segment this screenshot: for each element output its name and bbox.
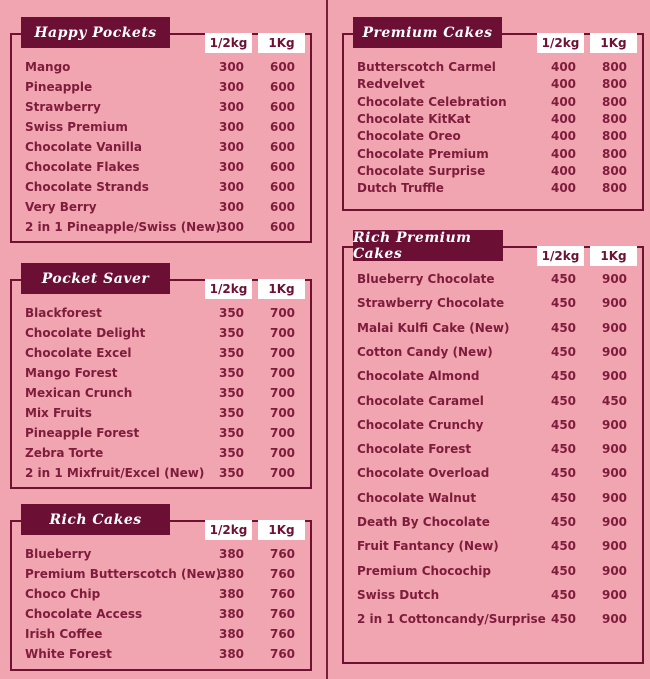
- price-half: 400: [550, 163, 577, 178]
- price-full: 800: [601, 146, 628, 161]
- price-full: 900: [601, 369, 628, 384]
- section-rich-premium-cakes: [342, 229, 644, 664]
- price-full: 900: [601, 612, 628, 627]
- menu-item: [10, 365, 312, 381]
- price-full: 800: [601, 77, 628, 92]
- price-half: 450: [550, 515, 577, 529]
- item-name: Chocolate Celebration: [357, 94, 507, 109]
- menu-item: [10, 546, 312, 562]
- price-half: 380: [218, 587, 245, 601]
- price-full: 800: [601, 129, 628, 144]
- price-full: 600: [269, 200, 296, 214]
- item-name: Strawberry: [25, 100, 101, 114]
- price-full: 600: [269, 60, 296, 74]
- price-full: 600: [269, 100, 296, 114]
- price-half: 450: [550, 466, 577, 481]
- item-name: Mango Forest: [25, 366, 118, 380]
- price-full: 760: [269, 547, 296, 561]
- menu-item: [10, 445, 312, 461]
- item-name: Fruit Fantancy (New): [357, 539, 499, 554]
- price-half: 350: [218, 406, 245, 420]
- item-name: Swiss Premium: [25, 120, 128, 134]
- price-half: 350: [218, 426, 245, 440]
- price-full: 900: [601, 320, 628, 335]
- price-half: 300: [218, 220, 245, 234]
- menu-item: [342, 490, 644, 506]
- menu-item: [342, 368, 644, 384]
- price-full: 600: [269, 180, 296, 194]
- menu-item: [342, 538, 644, 554]
- price-half: 380: [218, 607, 245, 621]
- menu-item: [10, 566, 312, 582]
- price-full: 900: [601, 490, 628, 505]
- column-header-half: 1/2kg: [205, 279, 252, 299]
- menu-item: [342, 111, 644, 127]
- price-full: 800: [601, 94, 628, 109]
- menu-item: [10, 139, 312, 155]
- price-half: 450: [550, 272, 577, 286]
- item-name: Chocolate Premium: [357, 146, 489, 161]
- price-half: 400: [550, 111, 577, 126]
- menu-item: [342, 128, 644, 144]
- item-name: Pineapple Forest: [25, 426, 140, 440]
- item-name: Chocolate Caramel: [357, 393, 484, 408]
- price-half: 300: [218, 60, 245, 74]
- price-full: 450: [601, 393, 628, 408]
- menu-item: [342, 271, 644, 287]
- menu-item: [342, 563, 644, 579]
- price-full: 700: [269, 386, 296, 400]
- item-name: 2 in 1 Cottoncandy/Surprise: [357, 612, 546, 627]
- item-name: Very Berry: [25, 200, 97, 214]
- column-header-full: 1Kg: [590, 33, 637, 53]
- menu-item: [10, 99, 312, 115]
- menu-item: [10, 59, 312, 75]
- price-half: 400: [550, 77, 577, 92]
- price-half: 300: [218, 160, 245, 174]
- price-full: 700: [269, 426, 296, 440]
- price-full: 900: [601, 272, 628, 286]
- price-half: 300: [218, 120, 245, 134]
- menu-item: [342, 393, 644, 409]
- item-name: Dutch Truffle: [357, 181, 444, 196]
- price-full: 900: [601, 563, 628, 578]
- price-half: 450: [550, 393, 577, 408]
- price-full: 600: [269, 120, 296, 134]
- menu-item: [10, 119, 312, 135]
- menu-item: [10, 325, 312, 341]
- section-pocket-saver: [10, 270, 312, 489]
- price-full: 800: [601, 111, 628, 126]
- menu-item: [342, 441, 644, 457]
- menu-item: [342, 514, 644, 530]
- price-half: 400: [550, 181, 577, 196]
- item-name: Chocolate Walnut: [357, 490, 477, 505]
- menu-item: [342, 295, 644, 311]
- item-name: Pineapple: [25, 80, 93, 94]
- price-half: 300: [218, 80, 245, 94]
- price-half: 450: [550, 417, 577, 432]
- price-half: 350: [218, 306, 245, 320]
- column-header-full: 1Kg: [258, 520, 305, 540]
- price-full: 600: [269, 220, 296, 234]
- column-header-half: 1/2kg: [537, 33, 584, 53]
- menu-item: [342, 163, 644, 179]
- section-title: Happy Pockets: [21, 17, 170, 48]
- price-half: 300: [218, 200, 245, 214]
- menu-item: [342, 344, 644, 360]
- item-name: Chocolate Excel: [25, 346, 132, 360]
- section-title: Rich Cakes: [21, 504, 170, 535]
- section-title: Premium Cakes: [353, 17, 502, 48]
- item-name: Zebra Torte: [25, 446, 104, 460]
- menu-item: [10, 425, 312, 441]
- menu-item: [342, 465, 644, 481]
- price-full: 800: [601, 181, 628, 196]
- item-name: Irish Coffee: [25, 627, 103, 641]
- price-half: 380: [218, 647, 245, 661]
- item-name: Blueberry Chocolate: [357, 272, 495, 286]
- menu-item: [10, 586, 312, 602]
- section-title: Rich Premium Cakes: [353, 230, 503, 261]
- menu-item: [10, 626, 312, 642]
- item-name: Malai Kulfi Cake (New): [357, 320, 510, 335]
- item-name: Butterscotch Carmel: [357, 60, 496, 74]
- price-half: 450: [550, 563, 577, 578]
- item-name: Chocolate Access: [25, 607, 143, 621]
- column-header-full: 1Kg: [258, 279, 305, 299]
- price-full: 600: [269, 80, 296, 94]
- item-name: White Forest: [25, 647, 112, 661]
- price-full: 900: [601, 539, 628, 554]
- item-name: Swiss Dutch: [357, 587, 440, 602]
- price-half: 400: [550, 60, 577, 74]
- price-full: 700: [269, 366, 296, 380]
- section-rich-cakes: [10, 511, 312, 671]
- price-full: 900: [601, 296, 628, 311]
- price-full: 600: [269, 140, 296, 154]
- menu-item: [342, 320, 644, 336]
- menu-item: [342, 611, 644, 627]
- item-name: Chocolate Overload: [357, 466, 490, 481]
- price-half: 400: [550, 146, 577, 161]
- price-half: 450: [550, 442, 577, 457]
- price-full: 700: [269, 446, 296, 460]
- price-full: 900: [601, 587, 628, 602]
- menu-item: [342, 587, 644, 603]
- price-half: 400: [550, 94, 577, 109]
- item-name: Blackforest: [25, 306, 102, 320]
- item-name: Redvelvet: [357, 77, 425, 92]
- item-name: Chocolate Almond: [357, 369, 480, 384]
- price-full: 760: [269, 627, 296, 641]
- menu-item: [10, 219, 312, 235]
- price-half: 450: [550, 612, 577, 627]
- price-full: 900: [601, 515, 628, 529]
- price-full: 760: [269, 567, 296, 581]
- menu-item: [10, 385, 312, 401]
- price-half: 350: [218, 466, 245, 480]
- price-full: 700: [269, 306, 296, 320]
- price-half: 450: [550, 587, 577, 602]
- column-header-half: 1/2kg: [205, 520, 252, 540]
- item-name: Chocolate Crunchy: [357, 417, 484, 432]
- item-name: Chocolate Vanilla: [25, 140, 142, 154]
- price-half: 350: [218, 346, 245, 360]
- menu-item: [342, 146, 644, 162]
- menu-item: [342, 76, 644, 92]
- price-full: 900: [601, 344, 628, 359]
- price-half: 300: [218, 140, 245, 154]
- price-half: 350: [218, 326, 245, 340]
- price-half: 450: [550, 490, 577, 505]
- price-full: 700: [269, 326, 296, 340]
- price-full: 900: [601, 466, 628, 481]
- price-full: 760: [269, 607, 296, 621]
- price-full: 900: [601, 417, 628, 432]
- price-half: 450: [550, 320, 577, 335]
- item-name: Chocolate Oreo: [357, 129, 461, 144]
- price-full: 760: [269, 647, 296, 661]
- menu-item: [342, 59, 644, 75]
- item-name: Chocolate Forest: [357, 442, 472, 457]
- menu-item: [10, 465, 312, 481]
- price-half: 300: [218, 100, 245, 114]
- price-full: 900: [601, 442, 628, 457]
- section-title: Pocket Saver: [21, 263, 170, 294]
- price-half: 350: [218, 366, 245, 380]
- item-name: Premium Butterscotch (New): [25, 567, 222, 581]
- menu-item: [10, 345, 312, 361]
- price-full: 700: [269, 466, 296, 480]
- column-header-full: 1Kg: [258, 33, 305, 53]
- item-name: Choco Chip: [25, 587, 101, 601]
- price-half: 450: [550, 296, 577, 311]
- price-half: 400: [550, 129, 577, 144]
- price-full: 800: [601, 163, 628, 178]
- section-premium-cakes: [342, 24, 644, 211]
- menu-item: [10, 305, 312, 321]
- item-name: Strawberry Chocolate: [357, 296, 505, 311]
- price-half: 450: [550, 344, 577, 359]
- price-full: 600: [269, 160, 296, 174]
- item-name: Cotton Candy (New): [357, 344, 493, 359]
- price-half: 380: [218, 627, 245, 641]
- column-header-half: 1/2kg: [537, 246, 584, 266]
- price-full: 760: [269, 587, 296, 601]
- menu-item: [10, 405, 312, 421]
- menu-item: [342, 94, 644, 110]
- menu-item: [10, 159, 312, 175]
- item-name: Premium Chocochip: [357, 563, 492, 578]
- menu-item: [10, 179, 312, 195]
- menu-item: [10, 606, 312, 622]
- price-half: 350: [218, 446, 245, 460]
- item-name: 2 in 1 Mixfruit/Excel (New): [25, 466, 205, 480]
- price-half: 450: [550, 539, 577, 554]
- section-happy-pockets: [10, 24, 312, 243]
- price-full: 800: [601, 60, 628, 74]
- column-header-half: 1/2kg: [205, 33, 252, 53]
- item-name: 2 in 1 Pineapple/Swiss (New): [25, 220, 221, 234]
- menu-item: [342, 180, 644, 196]
- item-name: Chocolate Delight: [25, 326, 146, 340]
- price-half: 380: [218, 547, 245, 561]
- menu-item: [10, 79, 312, 95]
- column-divider: [326, 0, 328, 679]
- price-half: 350: [218, 386, 245, 400]
- item-name: Mango: [25, 60, 71, 74]
- item-name: Death By Chocolate: [357, 515, 490, 529]
- column-header-full: 1Kg: [590, 246, 637, 266]
- price-full: 700: [269, 406, 296, 420]
- price-half: 380: [218, 567, 245, 581]
- item-name: Mexican Crunch: [25, 386, 133, 400]
- menu-item: [10, 199, 312, 215]
- price-half: 300: [218, 180, 245, 194]
- item-name: Chocolate Surprise: [357, 163, 486, 178]
- item-name: Mix Fruits: [25, 406, 92, 420]
- item-name: Blueberry: [25, 547, 92, 561]
- item-name: Chocolate KitKat: [357, 111, 471, 126]
- price-full: 700: [269, 346, 296, 360]
- menu-item: [10, 646, 312, 662]
- price-half: 450: [550, 369, 577, 384]
- item-name: Chocolate Strands: [25, 180, 149, 194]
- item-name: Chocolate Flakes: [25, 160, 140, 174]
- menu-item: [342, 417, 644, 433]
